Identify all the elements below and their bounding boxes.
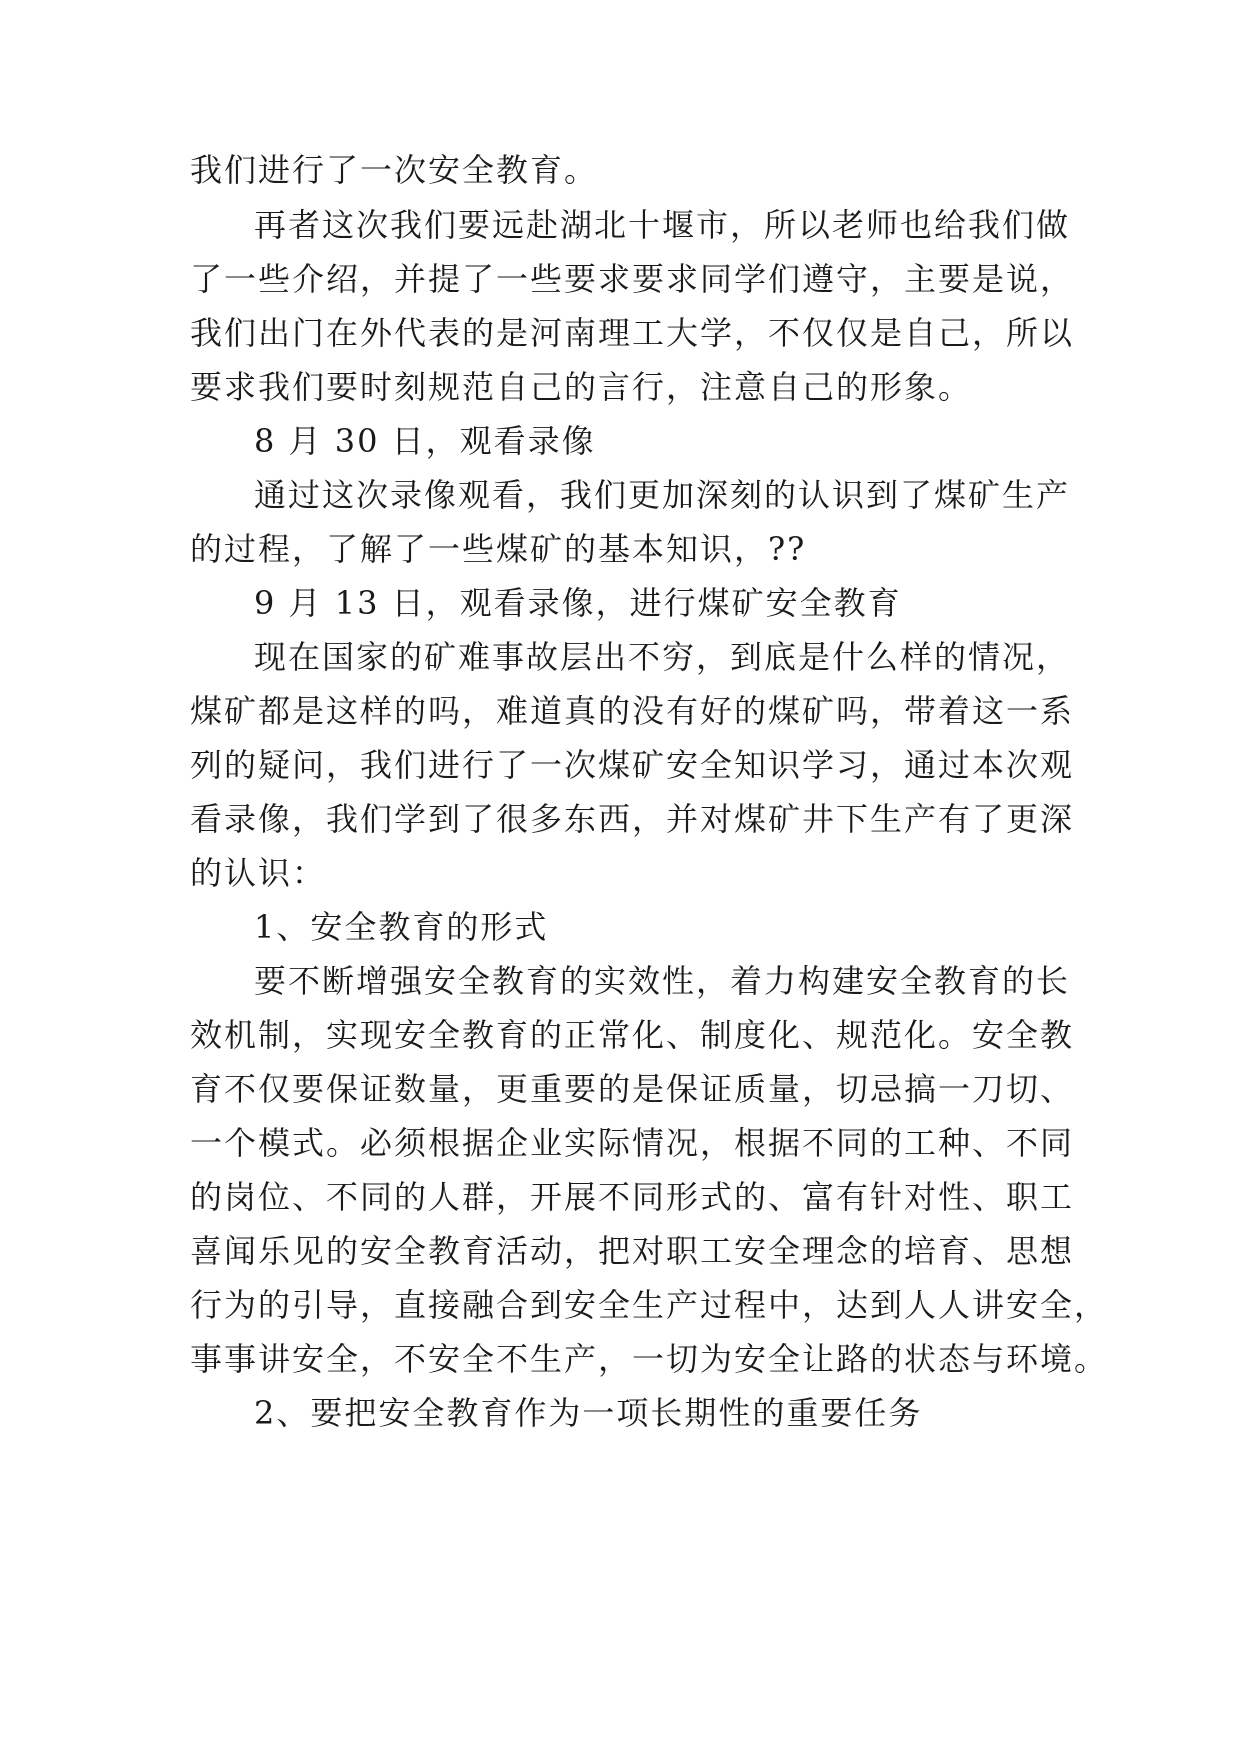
text-line: 一个模式。必须根据企业实际情况，根据不同的工种、不同 [190, 1124, 1075, 1162]
text-line: 现在国家的矿难事故层出不穷，到底是什么样的情况， [254, 638, 1071, 676]
section-heading: 2、要把安全教育作为一项长期性的重要任务 [254, 1394, 923, 1432]
text-line: 的过程，了解了一些煤矿的基本知识，?? [190, 530, 807, 568]
text-line: 效机制，实现安全教育的正常化、制度化、规范化。安全教 [190, 1016, 1075, 1054]
text-line: 喜闻乐见的安全教育活动，把对职工安全理念的培育、思想 [190, 1232, 1075, 1270]
text-line: 要求我们要时刻规范自己的言行，注意自己的形象。 [190, 368, 973, 406]
text-line: 的认识： [190, 854, 327, 892]
text-line: 我们出门在外代表的是河南理工大学，不仅仅是自己，所以 [190, 314, 1075, 352]
text-line: 看录像，我们学到了很多东西，并对煤矿井下生产有了更深 [190, 800, 1075, 838]
section-heading: 9 月 13 日，观看录像，进行煤矿安全教育 [254, 584, 902, 622]
text-line: 行为的引导，直接融合到安全生产过程中，达到人人讲安全， [190, 1286, 1109, 1324]
text-line: 我们进行了一次安全教育。 [190, 151, 599, 189]
text-line: 了一些介绍，并提了一些要求要求同学们遵守，主要是说， [190, 260, 1075, 298]
text-line: 事事讲安全，不安全不生产，一切为安全让路的状态与环境。 [190, 1340, 1109, 1378]
section-heading: 8 月 30 日，观看录像 [254, 422, 596, 460]
text-line: 育不仅要保证数量，更重要的是保证质量，切忌搞一刀切、 [190, 1070, 1075, 1108]
text-line: 再者这次我们要远赴湖北十堰市，所以老师也给我们做 [254, 206, 1071, 244]
text-line: 要不断增强安全教育的实效性，着力构建安全教育的长 [254, 962, 1071, 1000]
text-line: 的岗位、不同的人群，开展不同形式的、富有针对性、职工 [190, 1178, 1075, 1216]
text-line: 列的疑问，我们进行了一次煤矿安全知识学习，通过本次观 [190, 746, 1075, 784]
text-line: 通过这次录像观看，我们更加深刻的认识到了煤矿生产 [254, 476, 1071, 514]
section-heading: 1、安全教育的形式 [254, 908, 549, 946]
text-line: 煤矿都是这样的吗，难道真的没有好的煤矿吗，带着这一系 [190, 692, 1075, 730]
